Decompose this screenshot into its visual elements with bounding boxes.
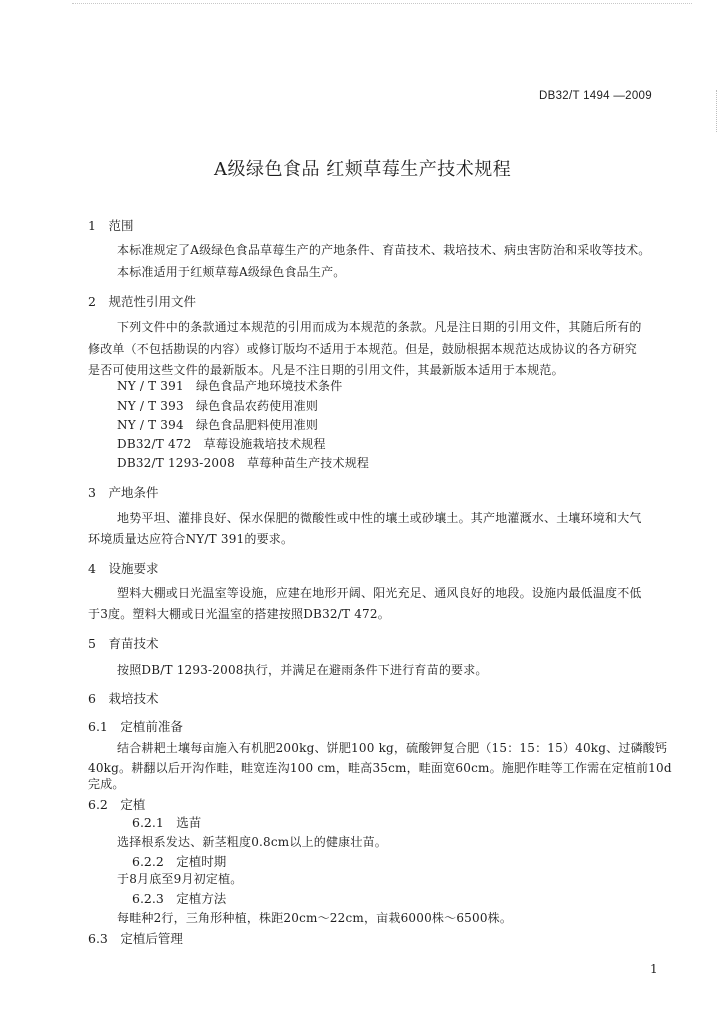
section-6-heading: 6 栽培技术 [88, 691, 159, 706]
section-4-heading: 4 设施要求 [88, 561, 159, 576]
paragraph-line: 每畦种2行，三角形种植，株距20cm～22cm，亩栽6000株～6500株。 [117, 911, 513, 925]
scan-artifact-edge [716, 90, 720, 132]
paragraph-line: 本标准规定了A级绿色食品草莓生产的产地条件、育苗技术、栽培技术、病虫害防治和采收等技术。 [117, 243, 651, 257]
reference-item: DB32/T 1293-2008 草莓种苗生产技术规程 [117, 456, 370, 470]
paragraph-line: 完成。 [88, 777, 125, 791]
page-number: 1 [650, 962, 658, 976]
subsection-6-2-2-heading: 6.2.2 定植时期 [132, 854, 227, 869]
section-1-heading: 1 范围 [88, 218, 134, 233]
paragraph-line: 于3度。塑料大棚或日光温室的搭建按照DB32/T 472。 [88, 607, 390, 621]
paragraph-line: 地势平坦、灌排良好、保水保肥的微酸性或中性的壤土或砂壤土。其产地灌溉水、土壤环境和大气 [117, 511, 642, 525]
subsection-6-2-3-heading: 6.2.3 定植方法 [132, 891, 227, 906]
reference-item: NY / T 394 绿色食品肥料使用准则 [117, 418, 319, 432]
paragraph-line: 下列文件中的条款通过本规范的引用而成为本规范的条款。凡是注日期的引用文件，其随后所有的 [117, 320, 642, 334]
standard-code: DB32/T 1494 —2009 [539, 90, 652, 102]
paragraph-line: 本标准适用于红颊草莓A级绿色食品生产。 [117, 265, 346, 279]
section-2-heading: 2 规范性引用文件 [88, 294, 196, 309]
section-5-heading: 5 育苗技术 [88, 636, 159, 651]
subsection-6-2-1-heading: 6.2.1 选苗 [132, 815, 202, 830]
document-title: A级绿色食品 红颊草莓生产技术规程 [214, 159, 512, 180]
paragraph-line: 选择根系发达、新茎粗度0.8cm以上的健康壮苗。 [117, 835, 387, 849]
paragraph-line: 是否可使用这些文件的最新版本。凡是不注日期的引用文件，其最新版本适用于本规范。 [88, 363, 564, 377]
paragraph-line: 环境质量达应符合NY/T 391的要求。 [88, 532, 294, 546]
paragraph-line: 修改单（不包括勘误的内容）或修订版均不适用于本规范。但是，鼓励根据本规范达成协议的各方研究 [88, 342, 638, 356]
section-3-heading: 3 产地条件 [88, 485, 159, 500]
paragraph-line: 塑料大棚或日光温室等设施，应建在地形开阔、阳光充足、通风良好的地段。设施内最低温度不低 [117, 586, 642, 600]
subsection-6-3-heading: 6.3 定植后管理 [88, 931, 183, 946]
reference-item: DB32/T 472 草莓设施栽培技术规程 [117, 437, 326, 451]
subsection-6-2-heading: 6.2 定植 [88, 797, 146, 812]
reference-item: NY / T 391 绿色食品产地环境技术条件 [117, 379, 343, 393]
subsection-6-1-heading: 6.1 定植前准备 [88, 719, 183, 734]
paragraph-line: 结合耕耙土壤每亩施入有机肥200kg、饼肥100 kg，硫酸钾复合肥（15：15：15）40kg、过磷酸钙 [117, 741, 668, 755]
scan-artifact-top [72, 3, 692, 8]
reference-item: NY / T 393 绿色食品农药使用准则 [117, 399, 319, 413]
paragraph-line: 40kg。耕翻以后开沟作畦，畦宽连沟100 cm，畦高35cm，畦面宽60cm。施肥作畦等工作需在定植前10d [88, 761, 672, 775]
paragraph-line: 于8月底至9月初定植。 [117, 872, 243, 886]
paragraph-line: 按照DB/T 1293-2008执行，并满足在避雨条件下进行育苗的要求。 [117, 663, 488, 677]
